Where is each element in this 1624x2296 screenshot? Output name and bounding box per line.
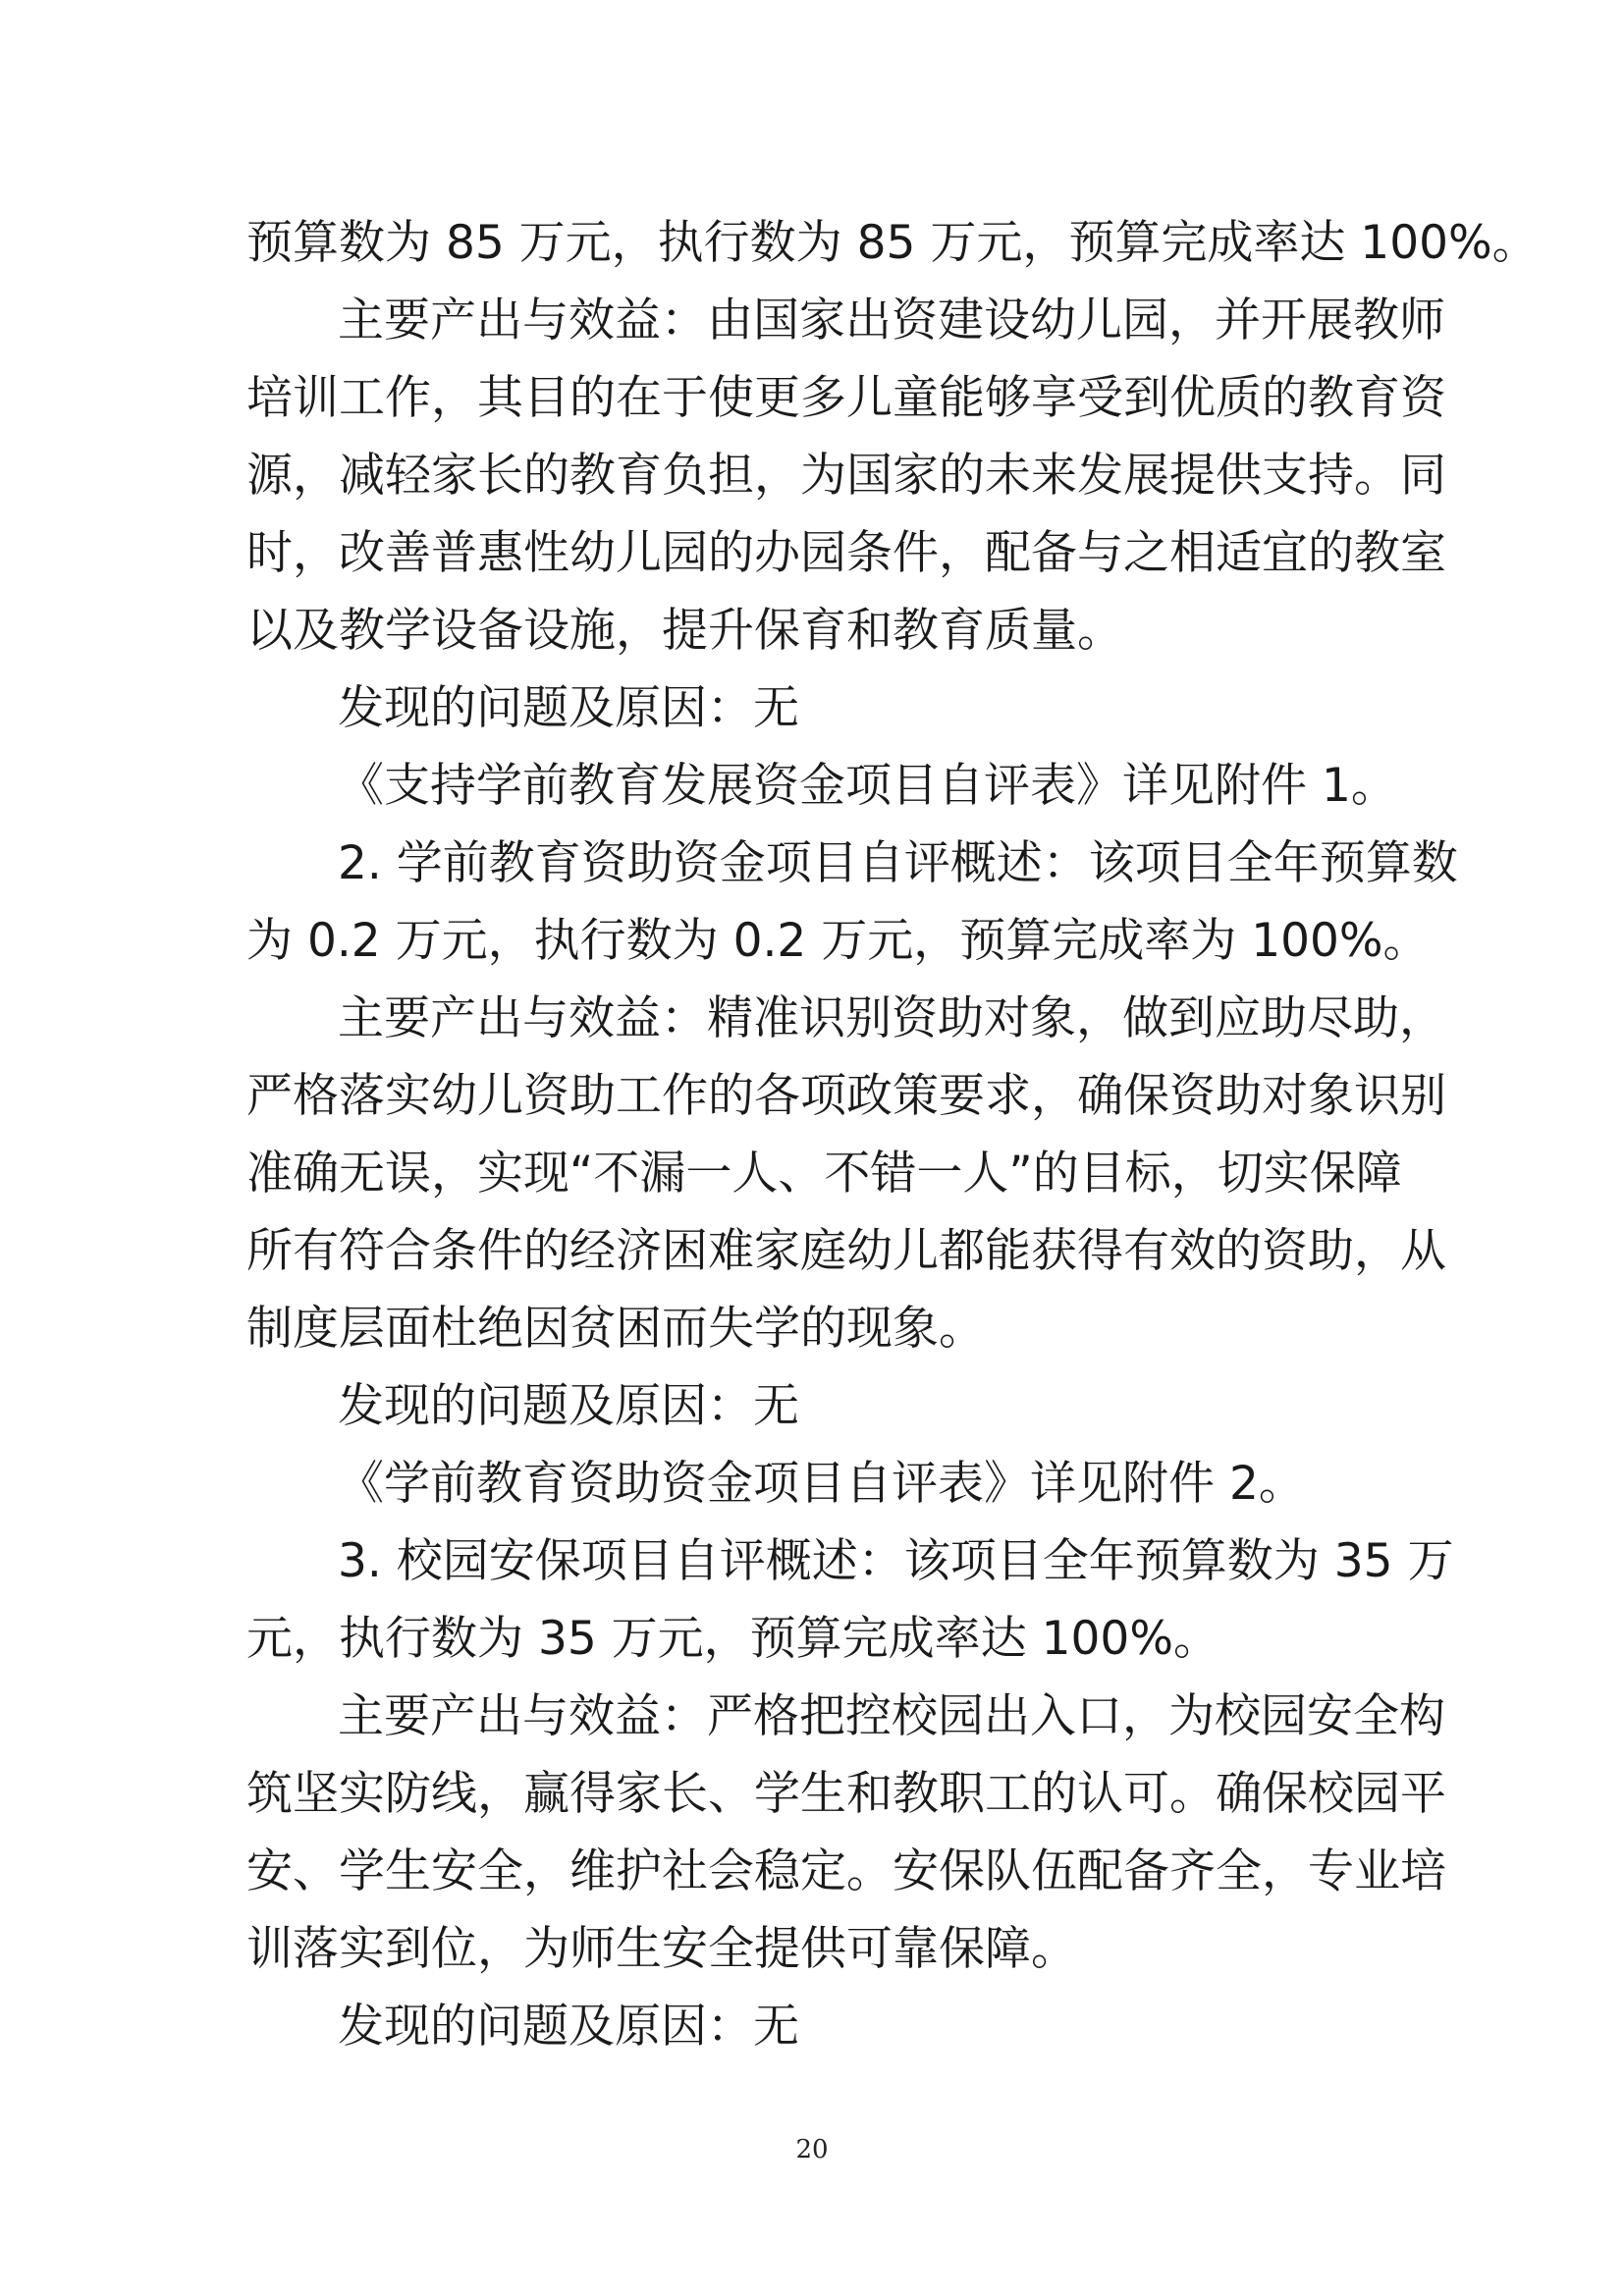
body-line: 时，改善普惠性幼儿园的办园条件，配备与之相适宜的教室 (246, 526, 1446, 580)
body-line: 发现的问题及原因：无 (338, 1379, 799, 1433)
body-line: 元，执行数为 35 万元，预算完成率达 100%。 (246, 1612, 1219, 1666)
body-line: 发现的问题及原因：无 (338, 681, 799, 735)
body-line: 《学前教育资助资金项目自评表》详见附件 2。 (338, 1457, 1305, 1511)
body-line: 所有符合条件的经济困难家庭幼儿都能获得有效的资助，从 (246, 1224, 1446, 1278)
body-line: 筑坚实防线，赢得家长、学生和教职工的认可。确保校园平 (246, 1767, 1446, 1821)
body-line: 严格落实幼儿资助工作的各项政策要求，确保资助对象识别 (246, 1069, 1446, 1123)
body-line: 培训工作，其目的在于使更多儿童能够享受到优质的教育资 (246, 371, 1446, 425)
body-line: 以及教学设备设施，提升保育和教育质量。 (246, 604, 1123, 658)
body-line: 主要产出与效益：精准识别资助对象，做到应助尽助， (338, 991, 1445, 1045)
body-line: 主要产出与效益：严格把控校园出入口，为校园安全构 (338, 1689, 1445, 1743)
body-line: 3. 校园安保项目自评概述：该项目全年预算数为 35 万 (338, 1534, 1454, 1588)
body-line: 预算数为 85 万元，执行数为 85 万元，预算完成率达 100%。 (246, 216, 1539, 270)
body-line: 2. 学前教育资助资金项目自评概述：该项目全年预算数 (338, 836, 1458, 890)
body-line: 安、学生安全，维护社会稳定。安保队伍配备齐全，专业培 (246, 1844, 1446, 1898)
body-line: 准确无误，实现“不漏一人、不错一人”的目标，切实保障 (246, 1147, 1402, 1201)
body-line: 主要产出与效益：由国家出资建设幼儿园，并开展教师 (338, 294, 1445, 347)
body-line: 为 0.2 万元，执行数为 0.2 万元，预算完成率为 100%。 (246, 914, 1430, 968)
body-line: 源，减轻家长的教育负担，为国家的未来发展提供支持。同 (246, 449, 1446, 503)
body-line: 制度层面杜绝因贫困而失学的现象。 (246, 1302, 985, 1356)
body-line: 发现的问题及原因：无 (338, 2000, 799, 2054)
page-number: 20 (795, 2135, 829, 2164)
body-line: 训落实到位，为师生安全提供可靠保障。 (246, 1922, 1077, 1976)
body-line: 《支持学前教育发展资金项目自评表》详见附件 1。 (338, 759, 1397, 813)
